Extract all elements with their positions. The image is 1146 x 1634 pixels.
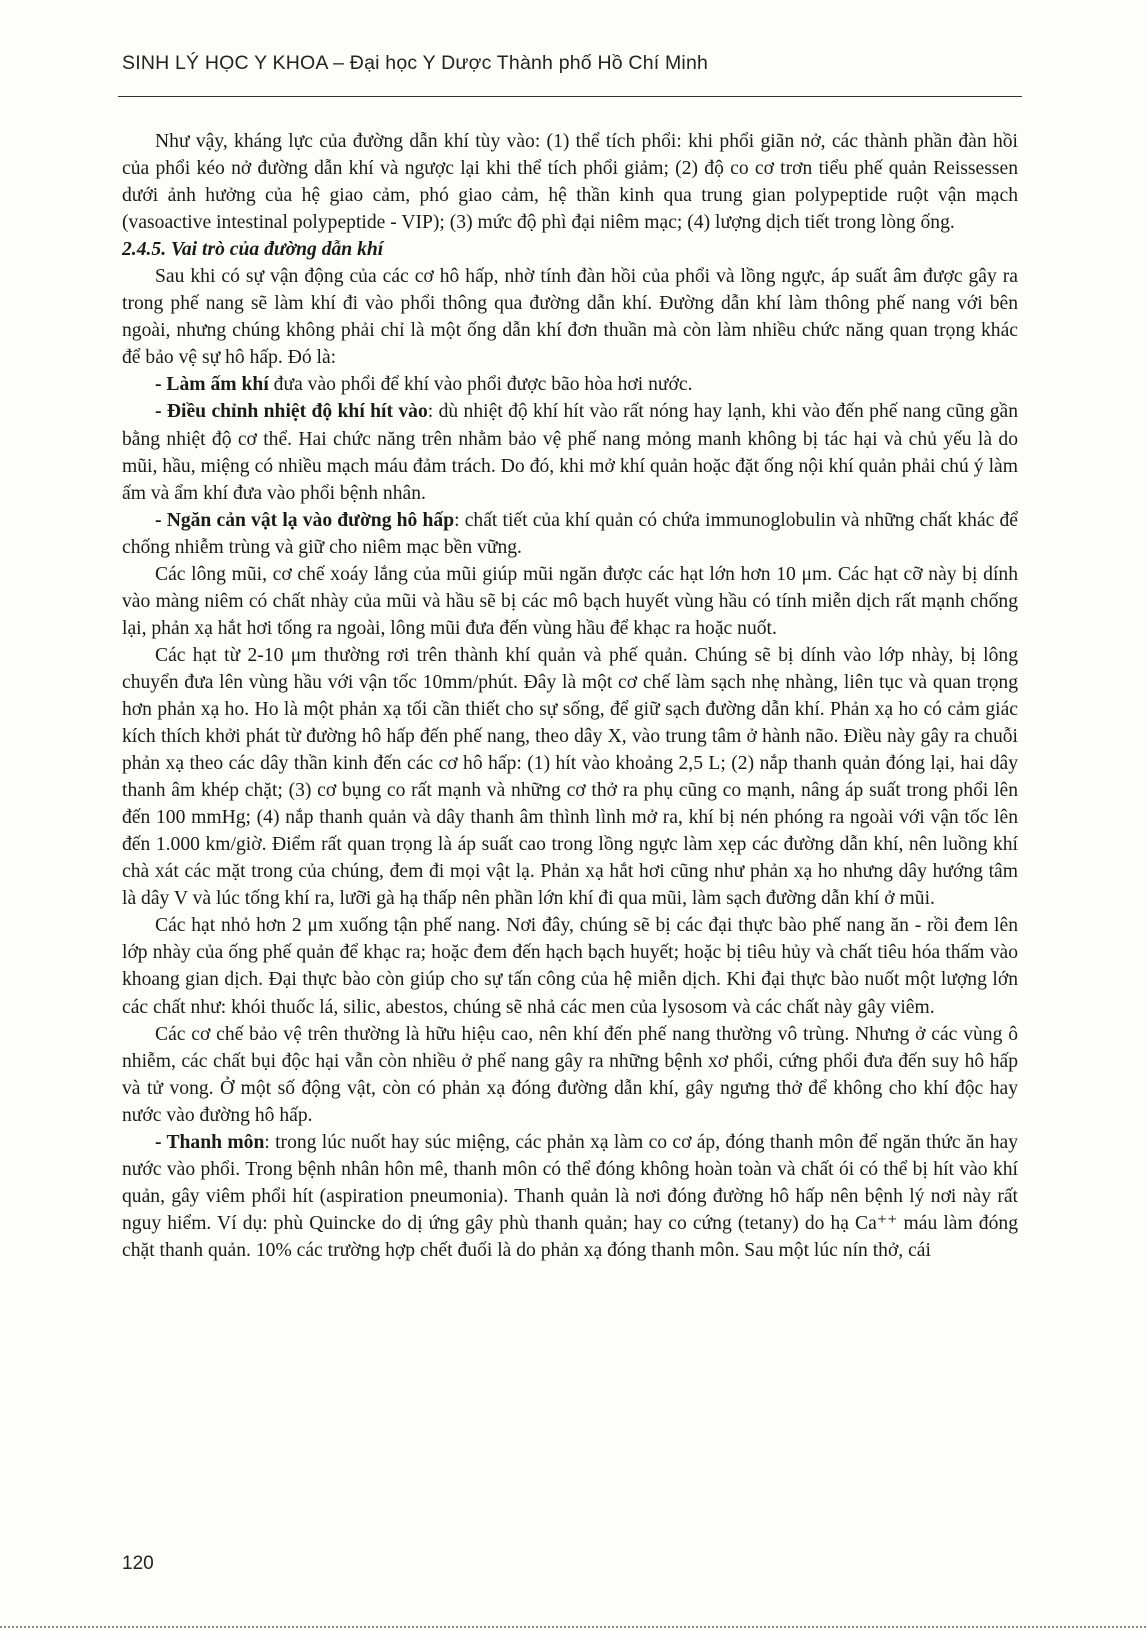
body-text bbox=[122, 128, 1018, 1264]
text-warming: đưa vào phổi để khí vào phổi được bão hòa hơi nước. bbox=[268, 374, 693, 396]
text-glottis: : trong lúc nuốt hay súc miệng, các phản xạ làm co cơ áp, đóng thanh môn để ngăn thức ăn hay nước vào phổi. Trong bệnh nhân hôn mê, thanh môn có thể đóng không hoàn toàn và chất ói có thể bị hít vào khí quản, gây viêm phổi hít (aspiration pneumonia). Thanh quản là nơi đóng đường hô hấp nên bệnh lý nơi này rất nguy hiểm. Ví dụ: phù Quincke do dị ứng gây phù thanh quản; hay co cứng (tetany) do hạ Ca⁺⁺ máu làm đóng chặt thanh quản. 10% các trường hợp chết đuối là do phản xạ đóng thanh môn. Sau một lúc nín thở, cái bbox=[122, 1131, 1018, 1261]
paragraph-temperature bbox=[122, 398, 1018, 506]
lead-glottis: - Thanh môn bbox=[155, 1131, 265, 1153]
paragraph-cough-reflex: Các hạt từ 2-10 μm thường rơi trên thành khí quản và phế quản. Chúng sẽ bị dính vào lớp nhày, bị lông chuyển đưa lên vùng hầu với vận tốc 10mm/phút. Đây là một cơ chế làm sạch nhẹ nhàng, liên tục và quan trọng hơn phản xạ ho. Ho là một phản xạ tối cần thiết cho sự sống, để giữ sạch đường dẫn khí. Phản xạ ho có cảm giác kích thích khởi phát từ đường hô hấp đến phế nang, theo dây X, vào trung tâm ở hành não. Điều này gây ra chuỗi phản xạ theo các dây thần kinh đến các cơ hô hấp: (1) hít vào khoảng 2,5 L; (2) nắp thanh quản đóng lại, hai dây thanh âm khép chặt; (3) cơ bụng co rất mạnh và những cơ thở ra phụ cũng co mạnh, nâng áp suất trong phổi lên đến 100 mmHg; (4) nắp thanh quản và dây thanh âm thình lình mở ra, khí bị nén phóng ra ngoài với vận tốc lên đến 1.000 km/giờ. Điểm rất quan trọng là áp suất cao trong lồng ngực làm xẹp các đường dẫn khí, nên luồng khí chà xát các mặt trong của chúng, đem đi mọi vật lạ. Phản xạ hắt hơi cũng như phản xạ ho nhưng dây hướng tâm là dây V và lúc tống khí ra, lưỡi gà hạ thấp nên phần lớn khí đi qua mũi, làm sạch đường dẫn khí ở mũi. bbox=[122, 644, 1018, 910]
text-foreign-bodies: : chất tiết của khí quản có chứa immunoglobulin và những chất khác để chống nhiễm trùng và giữ cho niêm mạc bền vững. bbox=[122, 509, 1019, 558]
lead-temperature: - Điều chỉnh nhiệt độ khí hít vào bbox=[155, 401, 428, 423]
header-rule bbox=[118, 96, 1022, 97]
running-header: SINH LÝ HỌC Y KHOA – Đại học Y Dược Thành phố Hồ Chí Minh bbox=[122, 52, 709, 74]
paragraph-macrophages: Các hạt nhỏ hơn 2 μm xuống tận phế nang. Nơi đây, chúng sẽ bị các đại thực bào phế nang ăn - rồi đem lên lớp nhày của ống phế quản để khạc ra; hoặc đem đến hạch bạch huyết; hoặc bị tiêu hủy và chất tiêu hóa thấm vào khoang gian dịch. Đại thực bào còn giúp cho sự tấn công của hệ miễn dịch. Khi đại thực bào nuốt một lượng lớn các chất như: khói thuốc lá, silic, abestos, chúng sẽ nhả các men của lysosom và các chất này gây viêm. bbox=[122, 915, 1018, 1018]
text-temperature: : dù nhiệt độ khí hít vào rất nóng hay lạnh, khi vào đến phế nang cũng gần bằng nhiệt độ cơ thể. Hai chức năng trên nhằm bảo vệ phế nang mỏng manh không bị tác hại và chủ yếu là do mũi, hầu, miệng có nhiều mạch máu đảm trách. Do đó, khi mở khí quản hoặc đặt ống nội khí quản phải chú ý làm ấm và ẩm khí đưa vào phổi bệnh nhân. bbox=[122, 401, 1019, 504]
paragraph-airway-role: Sau khi có sự vận động của các cơ hô hấp, nhờ tính đàn hồi của phổi và lồng ngực, áp suất âm được gây ra trong phế nang sẽ làm khí đi vào phổi thông qua đường dẫn khí. Đường dẫn khí làm thông phế nang với bên ngoài, nhưng chúng không phải chỉ là một ống dẫn khí đơn thuần mà còn làm nhiều chức năng quan trọng khác để bảo vệ sự hô hấp. Đó là: bbox=[122, 266, 1018, 369]
section-heading: 2.4.5. Vai trò của đường dẫn khí bbox=[122, 239, 384, 261]
paragraph-glottis bbox=[122, 1129, 1018, 1264]
lead-foreign-bodies: - Ngăn cản vật lạ vào đường hô hấp bbox=[155, 509, 455, 531]
paragraph-warming bbox=[122, 371, 1018, 398]
scan-edge bbox=[0, 1626, 1146, 1628]
paragraph-nasal-hairs: Các lông mũi, cơ chế xoáy lắng của mũi giúp mũi ngăn được các hạt lớn hơn 10 μm. Các hạt cỡ này bị dính vào màng niêm có chất nhày của mũi và hầu sẽ bị các mô bạch huyết vùng hầu có tính miễn dịch rất mạnh chống lại, phản xạ hắt hơi tống ra ngoài, lông mũi đưa đến vùng hầu để khạc ra hoặc nuốt. bbox=[122, 563, 1018, 639]
paragraph-airway-resistance: Như vậy, kháng lực của đường dẫn khí tùy vào: (1) thể tích phổi: khi phổi giãn nở, các thành phần đàn hồi của phổi kéo nở đường dẫn khí và ngược lại khi thể tích phổi giảm; (2) độ co cơ trơn tiểu phế quản Reissessen dưới ảnh hưởng của hệ giao cảm, phó giao cảm, hệ thần kinh qua trung gian polypeptide ruột vận mạch (vasoactive intestinal polypeptide - VIP); (3) mức độ phì đại niêm mạc; (4) lượng dịch tiết trong lòng ống. bbox=[122, 131, 1018, 234]
page-number: 120 bbox=[122, 1553, 154, 1574]
paragraph-foreign-bodies bbox=[122, 507, 1018, 561]
paragraph-protection: Các cơ chế bảo vệ trên thường là hữu hiệu cao, nên khí đến phế nang thường vô trùng. Nhưng ở các vùng ô nhiễm, các chất bụi độc hại vẫn còn nhiều ở phế nang gây ra những bệnh xơ phổi, cứng phổi đưa đến suy hô hấp và tử vong. Ở một số động vật, còn có phản xạ đóng đường dẫn khí, gây ngưng thở để không cho khí độc hay nước vào đường hô hấp. bbox=[122, 1023, 1018, 1126]
lead-warming: - Làm ấm khí bbox=[155, 374, 269, 396]
